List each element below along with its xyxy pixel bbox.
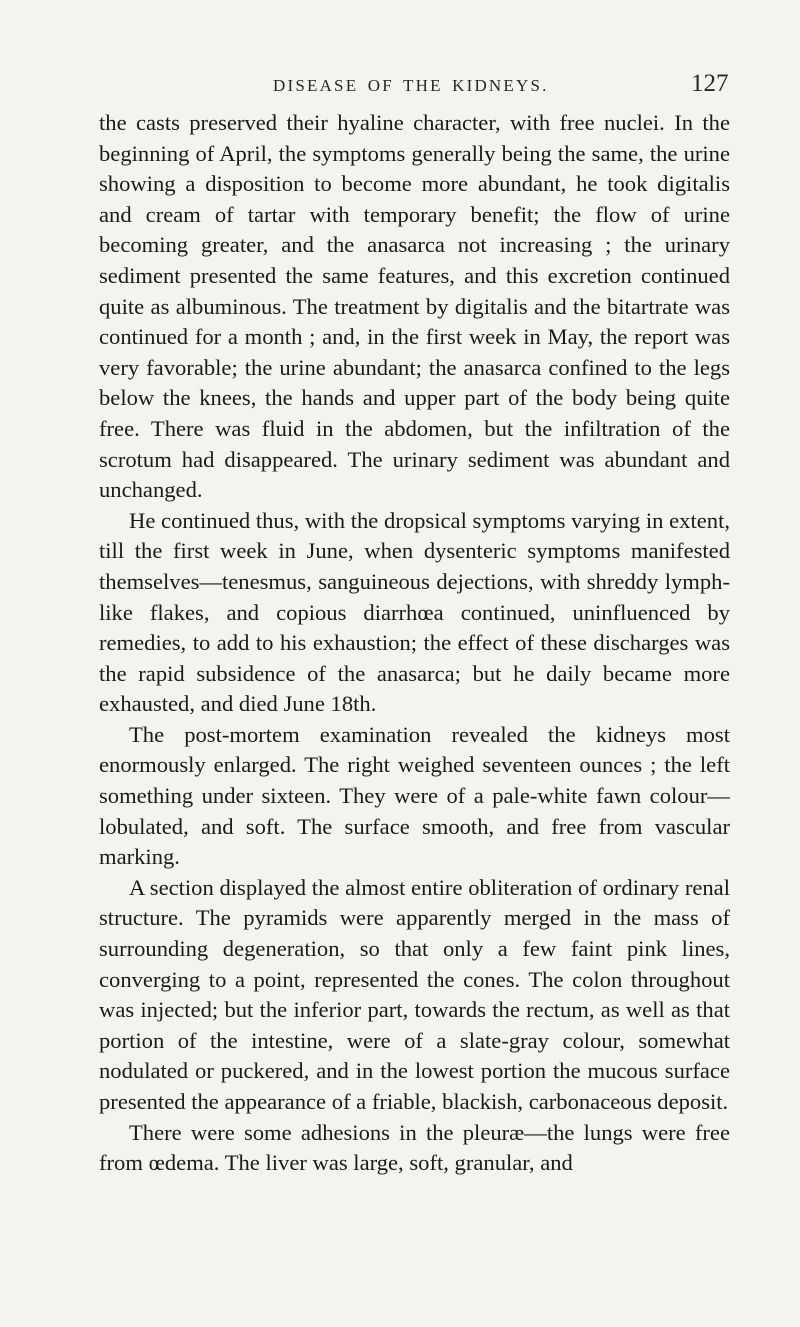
running-head: DISEASE OF THE KIDNEYS.: [273, 76, 549, 95]
paragraph: He continued thus, with the dropsical symptoms varying in extent, till the first week in June, when dysenteric symptoms manifested themselves—tenesmus, sanguineous dejections, with shreddy lymph-like flakes, and copious diarrhœa continued, uninfluenced by remedies, to add to his exhaustion; the effect of these discharges was the rapid subsidence of the anasarca; but he daily became more exhausted, and died June 18th.: [99, 507, 730, 717]
body-text: [99, 108, 730, 1179]
paragraph: The post-mortem examination revealed the kidneys most enormously enlarged. The right weighed seventeen ounces ; the left something under sixteen. They were of a pale-white fawn colour—lobulated, and soft. The surface smooth, and free from vascular marking.: [99, 721, 730, 870]
paragraph: the casts preserved their hyaline character, with free nuclei. In the beginning of April, the symptoms generally being the same, the urine showing a disposition to become more abundant, he took digitalis and cream of tartar with temporary benefit; the flow of urine becoming greater, and the anasarca not increasing ; the urinary sediment presented the same features, and this excretion continued quite as albuminous. The treatment by digitalis and the bitartrate was continued for a month ; and, in the first week in May, the report was very favorable; the urine abundant; the anasarca confined to the legs below the knees, the hands and upper part of the body being quite free. There was fluid in the abdomen, but the infiltration of the scrotum had disappeared. The urinary sediment was abundant and unchanged.: [99, 110, 730, 503]
page-number: 127: [691, 70, 729, 97]
paragraph: There were some adhesions in the pleuræ—the lungs were free from œdema. The liver was large, soft, granular, and: [99, 1119, 730, 1176]
paragraph: A section displayed the almost entire obliteration of ordinary renal structure. The pyramids were apparently merged in the mass of surrounding degeneration, so that only a few faint pink lines, converging to a point, represented the cones. The colon throughout was injected; but the inferior part, towards the rectum, as well as that portion of the intestine, were of a slate-gray colour, somewhat nodulated or puckered, and in the lowest portion the mucous surface presented the appearance of a friable, blackish, carbonaceous deposit.: [99, 874, 730, 1114]
